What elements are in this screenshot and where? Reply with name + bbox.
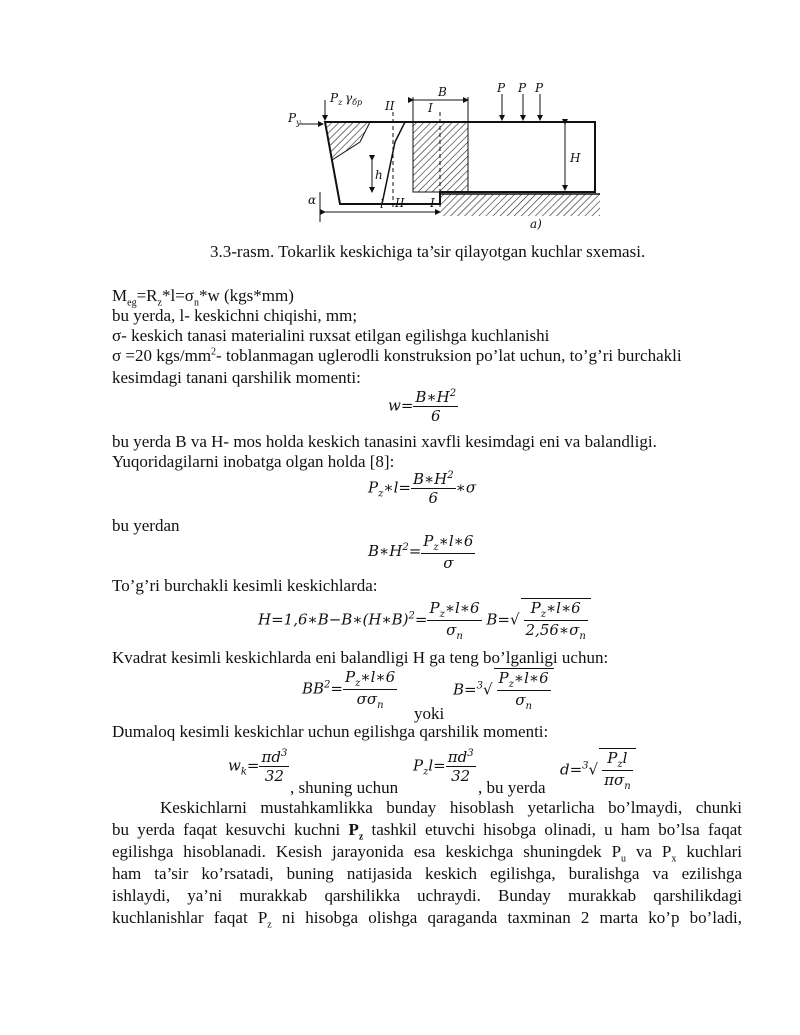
equation-square: $BB^2=$ $\frac{P_z∗l∗6}{\sigma\sigma_n}$ xyxy=(302,668,396,711)
text-line: σ =20 kgs/$mm^2-$ toblanmagan uglerodli konstruksion po’lat uchun, to’g’ri burchakli xyxy=(112,346,682,365)
moment-formula-line: $M_{eg}=R_z*l=\sigma_n*w$ (kgs*mm) xyxy=(112,286,294,309)
text-line: Yuqoridagilarni inobatga olgan holda [8]: xyxy=(112,452,395,471)
equation-w: w= $\frac{B∗H^2}{6}$ xyxy=(388,388,457,425)
text-line: Kvadrat kesimli keskichlarda eni balandligi H ga teng bo’lganligi uchun: xyxy=(112,648,609,667)
i-bottom-label: I xyxy=(430,196,435,210)
ii-top-label: II xyxy=(385,99,395,113)
pz-label: $P_z$ xyxy=(330,91,343,107)
paragraph-line: ishlaydi, ya’ni murakkab qarshilikka uchraydi. Bunday murakkab qarshilikdagi xyxy=(112,886,742,905)
yoki-word: yoki xyxy=(414,704,445,723)
text-line: To’g’ri burchakli kesimli keskichlarda: xyxy=(112,576,378,595)
py-label: $P_y$ xyxy=(288,111,301,127)
paragraph-line: ham ta’sir ko’rsatadi, buning natijasida keskich egilishga, buralishga va ezilishga xyxy=(112,864,742,883)
text-line: bu yerda B va H- mos holda keskich tanasini xavfli kesimdagi eni va balandligi. xyxy=(112,432,657,451)
text-line: bu yerda, l- keskichni chiqishi, mm; xyxy=(112,306,358,325)
gamma-label: $\gamma_{бр}$ xyxy=(345,91,363,107)
equation-wk: $w_k=$ $\frac{\pi d^3}{32}$ xyxy=(228,748,288,785)
text-line: kesimdagi tanani qarshilik momenti: xyxy=(112,368,361,387)
p3-label: P xyxy=(535,82,544,95)
h-small-label: h xyxy=(375,168,383,182)
sub-a-label: a) xyxy=(530,217,542,231)
i-top-label: I xyxy=(428,101,433,115)
equation-rectangular: H=1,6∗B−B∗(H∗B)$^2$= $\frac{P_z∗l∗6}{\sigma_n}$ B=√ $\frac{P_z∗l∗6}{2,56∗\sigma_n}$ xyxy=(258,598,591,642)
bu-yerda-text: , bu yerda xyxy=(478,778,546,797)
equation-square-cbrt: B=$^3$√ $\frac{P_z∗l∗6}{\sigma_n}$ xyxy=(453,668,554,712)
equation-pz-l: $P_z∗l=$ $\frac{B∗H^2}{6}$ ∗σ xyxy=(368,470,477,507)
equation-d: d=$^3$√ $\frac{P_zl}{\pi\sigma_n}$ xyxy=(560,748,636,792)
big-h-label: H xyxy=(570,151,581,165)
text-line: bu yerdan xyxy=(112,516,180,535)
paragraph-line: Keskichlarni mustahkamlikka bunday hisoblash yetarlicha bo’lmaydi, chunki xyxy=(160,798,742,817)
text-line: Dumaloq kesimli keskichlar uchun egilishga qarshilik momenti: xyxy=(112,722,549,741)
p2-label: P xyxy=(518,82,527,95)
alpha-label: α xyxy=(308,193,317,207)
ii-bottom-label: II xyxy=(395,196,405,210)
figure-caption: 3.3-rasm. Tokarlik keskichiga ta’sir qilayotgan kuchlar sxemasi. xyxy=(210,242,646,261)
paragraph-line: egilishga hisoblanadi. Kesish jarayonida esa keskichga shuningdek $P_u$ va $P_x$ kuchlari xyxy=(112,842,743,865)
equation-bh2: $B∗H^2=$ $\frac{P_z∗l∗6}{\sigma}$ xyxy=(368,532,474,572)
paragraph-line: kuchlanishlar faqat $P_z$ ni hisobga olishga qaraganda taxminan 2 marta ko’p bo’ladi, xyxy=(112,908,742,931)
paragraph-line: bu yerda faqat kesuvchi kuchni $P_z$ tashkil etuvchi hisobga olinadi, u ham bo’lsa faqat xyxy=(112,820,742,843)
equation-pz-l-round: $P_zl=$ $\frac{\pi d^3}{32}$ xyxy=(413,748,474,785)
shuning-uchun-text: , shuning uchun xyxy=(290,778,399,797)
l-label: l xyxy=(380,197,384,211)
b-label: B xyxy=(438,85,447,99)
cutting-tool-force-diagram xyxy=(280,82,610,232)
text-line: σ- keskich tanasi materialini ruxsat etilgan egilishga kuchlanishi xyxy=(112,326,550,345)
p1-label: P xyxy=(497,82,506,95)
